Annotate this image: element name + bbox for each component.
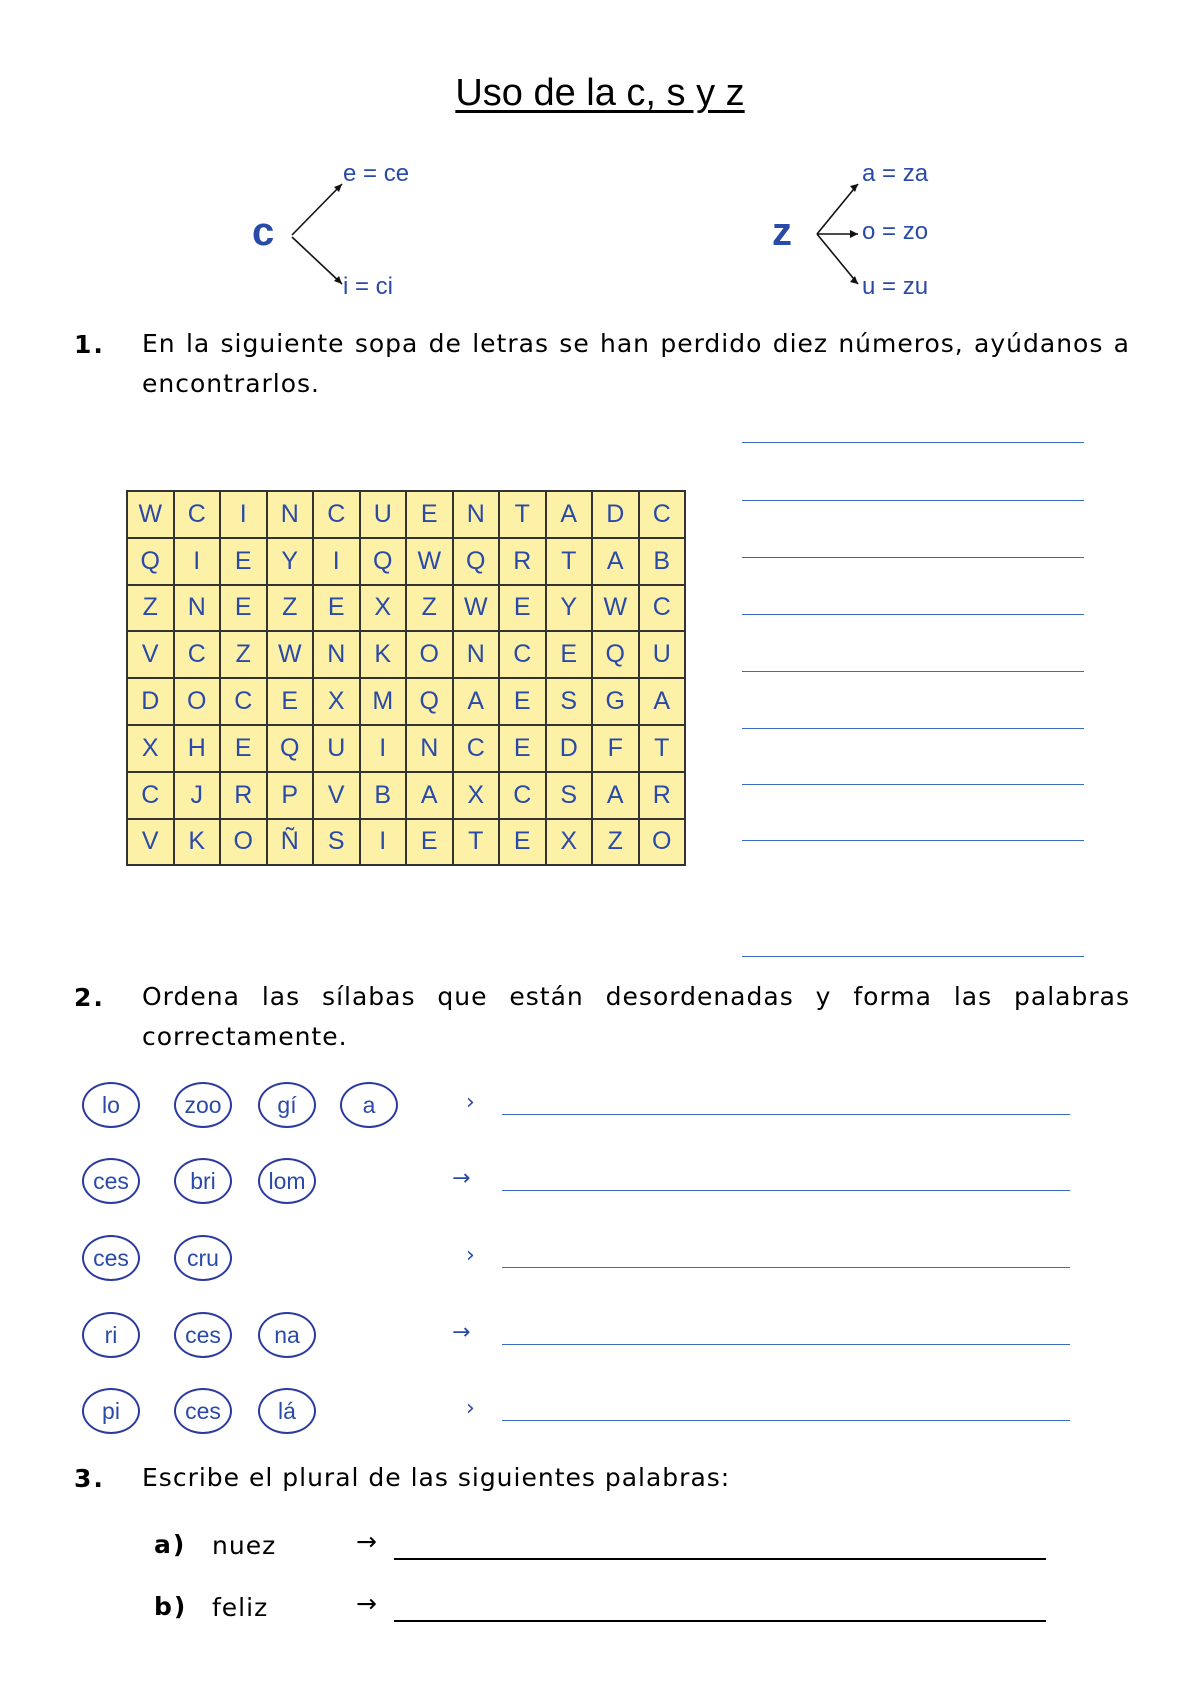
grid-cell[interactable]: Ñ — [267, 819, 314, 866]
grid-cell[interactable]: V — [313, 772, 360, 819]
grid-cell[interactable]: Q — [592, 631, 639, 678]
grid-cell[interactable]: Z — [220, 631, 267, 678]
question-3-text: Escribe el plural de las siguientes palabras: — [142, 1463, 731, 1492]
answer-line[interactable] — [502, 1420, 1070, 1421]
answer-line[interactable] — [502, 1114, 1070, 1115]
grid-cell[interactable]: R — [499, 538, 546, 585]
spelling-rules-diagram — [0, 0, 1200, 310]
syllable-bubble: zoo — [174, 1082, 232, 1128]
rule-letter-z: z — [772, 210, 792, 254]
syllable-bubble: bri — [174, 1158, 232, 1204]
question-1-number: 1. — [74, 330, 105, 359]
grid-cell[interactable]: T — [639, 725, 686, 772]
grid-cell[interactable]: V — [127, 819, 174, 866]
grid-cell[interactable]: C — [639, 585, 686, 632]
grid-cell[interactable]: A — [546, 491, 593, 538]
question-1-text: En la siguiente sopa de letras se han perdido diez números, ayúdanos a encontrarlos. — [142, 329, 1130, 398]
page-title: Uso de la c, s y z — [455, 72, 745, 114]
syllable-bubble: na — [258, 1312, 316, 1358]
grid-cell[interactable]: Z — [267, 585, 314, 632]
grid-cell[interactable]: E — [220, 538, 267, 585]
answer-line[interactable] — [742, 442, 1084, 443]
question-2-text: Ordena las sílabas que están desordenadas y forma las palabras correctamente. — [142, 982, 1130, 1051]
grid-cell[interactable]: C — [499, 772, 546, 819]
grid-cell[interactable]: J — [174, 772, 221, 819]
grid-cell[interactable]: S — [313, 819, 360, 866]
grid-cell[interactable]: A — [406, 772, 453, 819]
syllable-row — [82, 1158, 1082, 1208]
grid-cell[interactable]: U — [360, 491, 407, 538]
grid-cell[interactable]: Q — [406, 678, 453, 725]
grid-cell[interactable]: Z — [592, 819, 639, 866]
grid-cell[interactable]: C — [453, 725, 500, 772]
rule-z-zo: o = zo — [862, 218, 929, 245]
grid-cell[interactable]: E — [546, 631, 593, 678]
syllable-bubble: ces — [82, 1158, 140, 1204]
plural-item — [150, 1526, 1050, 1576]
syllable-bubble: pi — [82, 1388, 140, 1434]
grid-cell[interactable]: W — [406, 538, 453, 585]
question-3-number: 3. — [74, 1464, 105, 1493]
grid-cell[interactable]: Y — [267, 538, 314, 585]
grid-cell[interactable]: B — [360, 772, 407, 819]
grid-cell[interactable]: F — [592, 725, 639, 772]
answer-line[interactable] — [742, 728, 1084, 729]
grid-cell[interactable]: E — [267, 678, 314, 725]
arrow-icon: → — [452, 1166, 471, 1191]
answer-line[interactable] — [742, 956, 1084, 957]
grid-cell[interactable]: X — [453, 772, 500, 819]
grid-cell[interactable]: Q — [453, 538, 500, 585]
syllable-bubble: ces — [82, 1235, 140, 1281]
syllable-bubble: lom — [258, 1158, 316, 1204]
grid-cell[interactable]: D — [546, 725, 593, 772]
grid-cell[interactable]: I — [313, 538, 360, 585]
grid-cell[interactable]: C — [174, 491, 221, 538]
answer-line[interactable] — [394, 1620, 1046, 1622]
grid-cell[interactable]: O — [220, 819, 267, 866]
arrow-icon: → — [356, 1589, 378, 1618]
grid-cell[interactable]: Z — [406, 585, 453, 632]
grid-cell[interactable]: E — [499, 585, 546, 632]
word-search-grid — [126, 490, 686, 866]
grid-cell[interactable]: R — [220, 772, 267, 819]
grid-cell[interactable]: E — [220, 725, 267, 772]
grid-cell[interactable]: Q — [360, 538, 407, 585]
grid-cell[interactable]: S — [546, 772, 593, 819]
syllable-bubble: ri — [82, 1312, 140, 1358]
grid-cell[interactable]: W — [453, 585, 500, 632]
grid-cell[interactable]: O — [639, 819, 686, 866]
grid-cell[interactable]: A — [453, 678, 500, 725]
item-label: b) — [154, 1592, 188, 1621]
syllable-bubble: lo — [82, 1082, 140, 1128]
syllable-bubble: ces — [174, 1388, 232, 1434]
syllable-bubble: lá — [258, 1388, 316, 1434]
grid-cell[interactable]: W — [592, 585, 639, 632]
question-2-number: 2. — [74, 983, 105, 1012]
grid-cell[interactable]: X — [313, 678, 360, 725]
grid-cell[interactable]: R — [639, 772, 686, 819]
answer-line[interactable] — [502, 1344, 1070, 1345]
grid-cell[interactable]: C — [174, 631, 221, 678]
grid-cell[interactable]: X — [546, 819, 593, 866]
rule-letter-c: c — [252, 210, 275, 254]
grid-cell[interactable]: E — [220, 585, 267, 632]
grid-cell[interactable]: N — [453, 491, 500, 538]
grid-cell[interactable]: E — [499, 819, 546, 866]
answer-line[interactable] — [742, 671, 1084, 672]
rule-c-ce: e = ce — [343, 160, 410, 187]
grid-cell[interactable]: E — [406, 819, 453, 866]
grid-cell[interactable]: A — [639, 678, 686, 725]
grid-cell[interactable]: C — [127, 772, 174, 819]
grid-cell[interactable]: C — [220, 678, 267, 725]
grid-cell[interactable]: I — [360, 819, 407, 866]
grid-cell[interactable]: Q — [127, 538, 174, 585]
syllable-row — [82, 1312, 1082, 1362]
grid-cell[interactable]: T — [499, 491, 546, 538]
grid-cell[interactable]: U — [639, 631, 686, 678]
grid-cell[interactable]: X — [360, 585, 407, 632]
syllable-bubble: gí — [258, 1082, 316, 1128]
grid-cell[interactable]: N — [406, 725, 453, 772]
item-word: nuez — [212, 1531, 277, 1560]
answer-line[interactable] — [742, 840, 1084, 841]
grid-cell[interactable]: O — [406, 631, 453, 678]
grid-cell[interactable]: C — [313, 491, 360, 538]
grid-cell[interactable]: I — [174, 538, 221, 585]
grid-cell[interactable]: H — [174, 725, 221, 772]
grid-cell[interactable]: E — [406, 491, 453, 538]
grid-cell[interactable]: T — [546, 538, 593, 585]
grid-row — [127, 819, 685, 866]
grid-cell[interactable]: N — [174, 585, 221, 632]
grid-cell[interactable]: B — [639, 538, 686, 585]
grid-cell[interactable]: X — [127, 725, 174, 772]
grid-cell[interactable]: N — [313, 631, 360, 678]
answer-line[interactable] — [502, 1267, 1070, 1268]
grid-cell[interactable]: I — [220, 491, 267, 538]
grid-cell[interactable]: D — [127, 678, 174, 725]
arrow-icon: → — [452, 1320, 471, 1345]
grid-cell[interactable]: E — [313, 585, 360, 632]
syllable-bubble: a — [340, 1082, 398, 1128]
grid-cell[interactable]: A — [592, 538, 639, 585]
syllable-row — [82, 1235, 1082, 1285]
grid-cell[interactable]: K — [174, 819, 221, 866]
grid-cell[interactable]: G — [592, 678, 639, 725]
plural-item — [150, 1588, 1050, 1638]
grid-cell[interactable]: U — [313, 725, 360, 772]
grid-cell[interactable]: W — [267, 631, 314, 678]
answer-line[interactable] — [742, 500, 1084, 501]
grid-cell[interactable]: A — [592, 772, 639, 819]
grid-cell[interactable]: V — [127, 631, 174, 678]
item-label: a) — [154, 1530, 187, 1559]
answer-line[interactable] — [742, 614, 1084, 615]
grid-row — [127, 491, 685, 538]
rule-z-za: a = za — [862, 160, 929, 187]
grid-cell[interactable]: E — [499, 678, 546, 725]
grid-row — [127, 631, 685, 678]
grid-row — [127, 538, 685, 585]
answer-line[interactable] — [394, 1558, 1046, 1560]
rule-c-ci: i = ci — [343, 273, 394, 300]
grid-cell[interactable]: Q — [267, 725, 314, 772]
grid-cell[interactable]: N — [267, 491, 314, 538]
grid-cell[interactable]: C — [639, 491, 686, 538]
grid-cell[interactable]: C — [499, 631, 546, 678]
syllable-row — [82, 1082, 1082, 1132]
grid-row — [127, 725, 685, 772]
arrow-icon: › — [466, 1243, 475, 1268]
grid-cell[interactable]: D — [592, 491, 639, 538]
item-word: feliz — [212, 1593, 269, 1622]
grid-cell[interactable]: W — [127, 491, 174, 538]
arrow-icon: → — [356, 1527, 378, 1556]
answer-line[interactable] — [502, 1190, 1070, 1191]
grid-cell[interactable]: K — [360, 631, 407, 678]
arrow-icon: › — [466, 1396, 475, 1421]
grid-row — [127, 678, 685, 725]
grid-cell[interactable]: P — [267, 772, 314, 819]
grid-cell[interactable]: S — [546, 678, 593, 725]
grid-cell[interactable]: T — [453, 819, 500, 866]
rule-z-zu: u = zu — [862, 273, 929, 300]
grid-cell[interactable]: Y — [546, 585, 593, 632]
grid-cell[interactable]: E — [499, 725, 546, 772]
answer-line[interactable] — [742, 557, 1084, 558]
grid-cell[interactable]: I — [360, 725, 407, 772]
arrow-icon: › — [466, 1090, 475, 1115]
syllable-bubble: ces — [174, 1312, 232, 1358]
grid-cell[interactable]: O — [174, 678, 221, 725]
grid-row — [127, 585, 685, 632]
grid-cell[interactable]: Z — [127, 585, 174, 632]
grid-row — [127, 772, 685, 819]
syllable-row — [82, 1388, 1082, 1438]
syllable-bubble: cru — [174, 1235, 232, 1281]
grid-cell[interactable]: M — [360, 678, 407, 725]
grid-cell[interactable]: N — [453, 631, 500, 678]
answer-line[interactable] — [742, 784, 1084, 785]
